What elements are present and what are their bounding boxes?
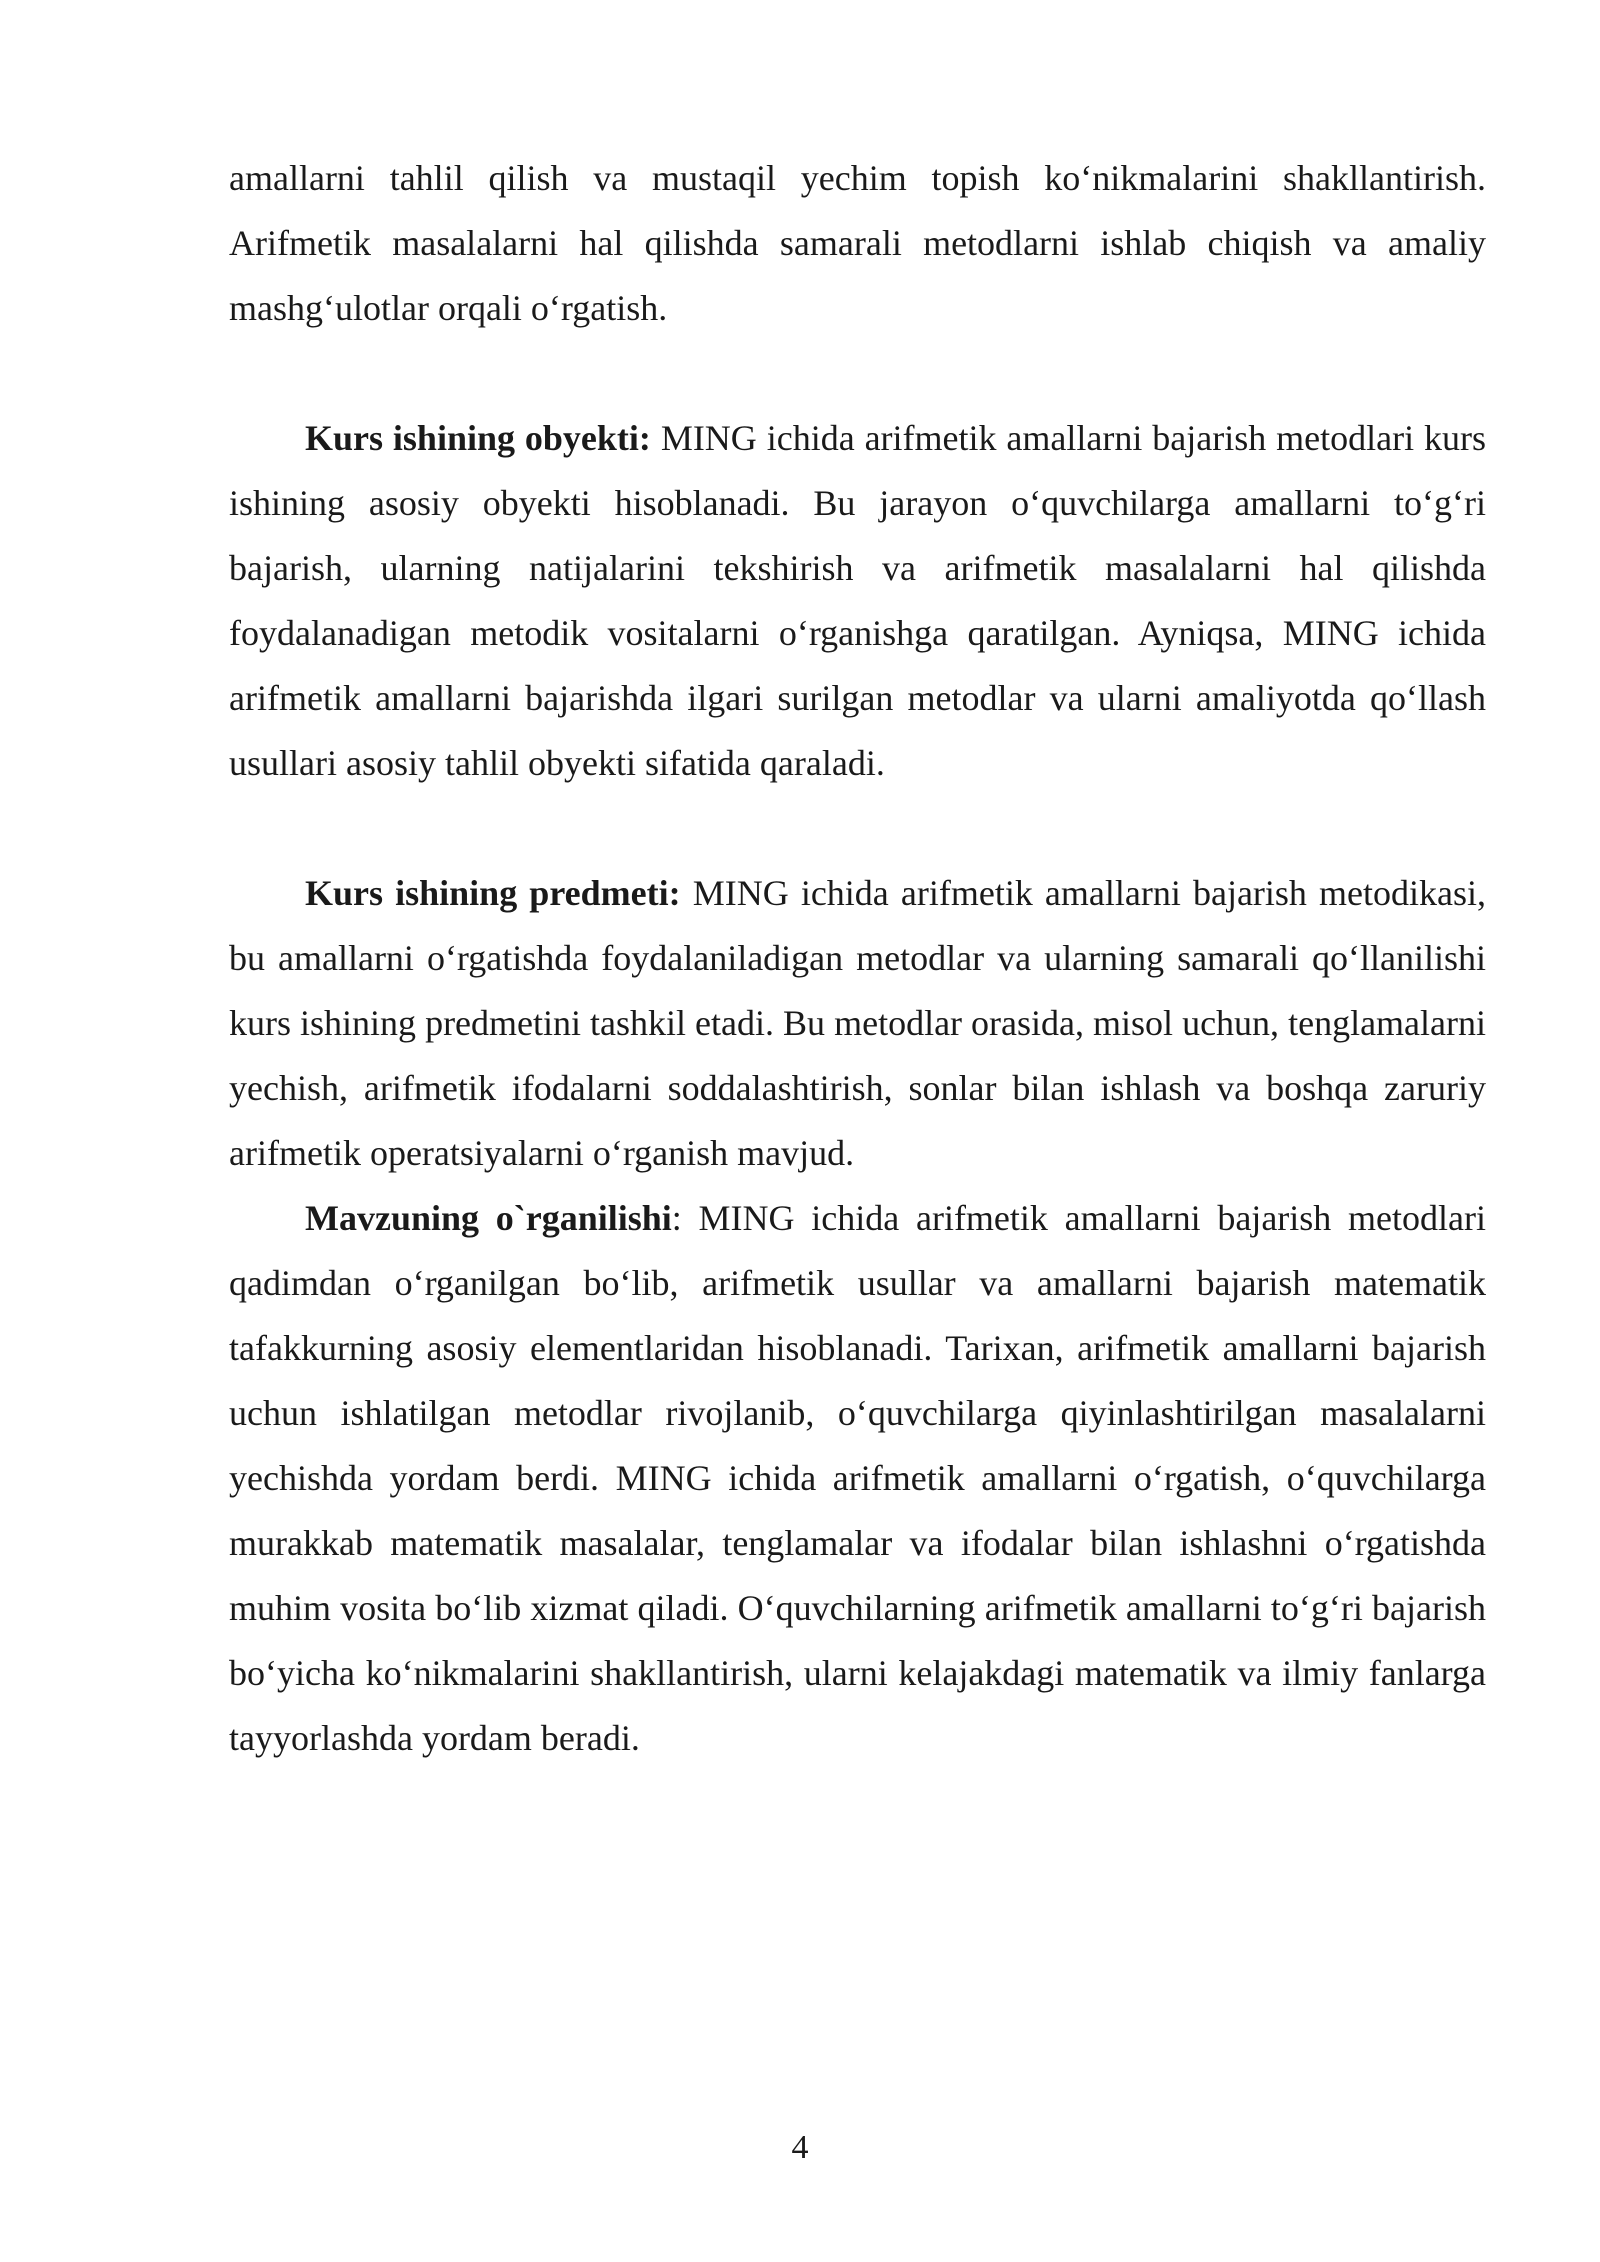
page-number: 4 — [791, 2129, 809, 2166]
paragraph-text: : MING ichida arifmetik amallarni bajarish metodlari qadimdan o‘rganilgan bo‘lib, arifmetik usullar va amallarni bajarish matematik tafakkurning asosiy elementlaridan hisoblanadi. Tarixan, arifmetik amallarni bajarish uchun ishlatilgan metodlar rivojlanib, o‘quvchilarga qiyinlashtirilgan masalalarni yechishda yordam berdi. MING ichida arifmetik amallarni o‘rgatish, o‘quvchilarga murakkab matematik masalalar, tenglamalar va ifodalar bilan ishlashni o‘rgatishda muhim vosita bo‘lib xizmat qiladi. O‘quvchilarning arifmetik amallarni to‘g‘ri bajarish bo‘yicha ko‘nikmalarini shakllantirish, ularni kelajakdagi matematik va ilmiy fanlarga tayyorlashda yordam beradi. — [229, 1198, 1486, 1758]
paragraph-kurs-predmeti — [229, 861, 1486, 1186]
paragraph-text: MING ichida arifmetik amallarni bajarish metodikasi, bu amallarni o‘rgatishda foydalaniladigan metodlar va ularning samarali qo‘llanilishi kurs ishining predmetini tashkil etadi. Bu metodlar orasida, misol uchun, tenglamalarni yechish, arifmetik ifodalarni soddalashtirish, sonlar bilan ishlash va boshqa zaruriy arifmetik operatsiyalarni o‘rganish mavjud. — [229, 873, 1487, 1173]
section-heading: Kurs ishining obyekti: — [305, 418, 651, 458]
paragraph-kurs-obyekti — [229, 406, 1486, 796]
paragraph-text: MING ichida arifmetik amallarni bajarish metodlari kurs ishining asosiy obyekti hisoblanadi. Bu jarayon o‘quvchilarga amallarni to‘g‘ri bajarish, ularning natijalarini tekshirish va arifmetik masalalarni hal qilishda foydalanadigan metodik vositalarni o‘rganishga qaratilgan. Ayniqsa, MING ichida arifmetik amallarni bajarishda ilgari surilgan metodlar va ularni amaliyotda qo‘llash usullari asosiy tahlil obyekti sifatida qaraladi. — [229, 418, 1486, 783]
section-heading: Mavzuning o`rganilishi — [305, 1198, 672, 1238]
page-content — [229, 146, 1486, 1771]
section-heading: Kurs ishining predmeti: — [305, 873, 681, 913]
paragraph-intro-continuation — [229, 146, 1486, 341]
paragraph-mavzuning-organilishi — [229, 1186, 1486, 1771]
paragraph-text: amallarni tahlil qilish va mustaqil yechim topish ko‘nikmalarini shakllantirish. Arifmetik masalalarni hal qilishda samarali metodlarni ishlab chiqish va amaliy mashg‘ulotlar orqali o‘rgatish. — [229, 158, 1486, 328]
